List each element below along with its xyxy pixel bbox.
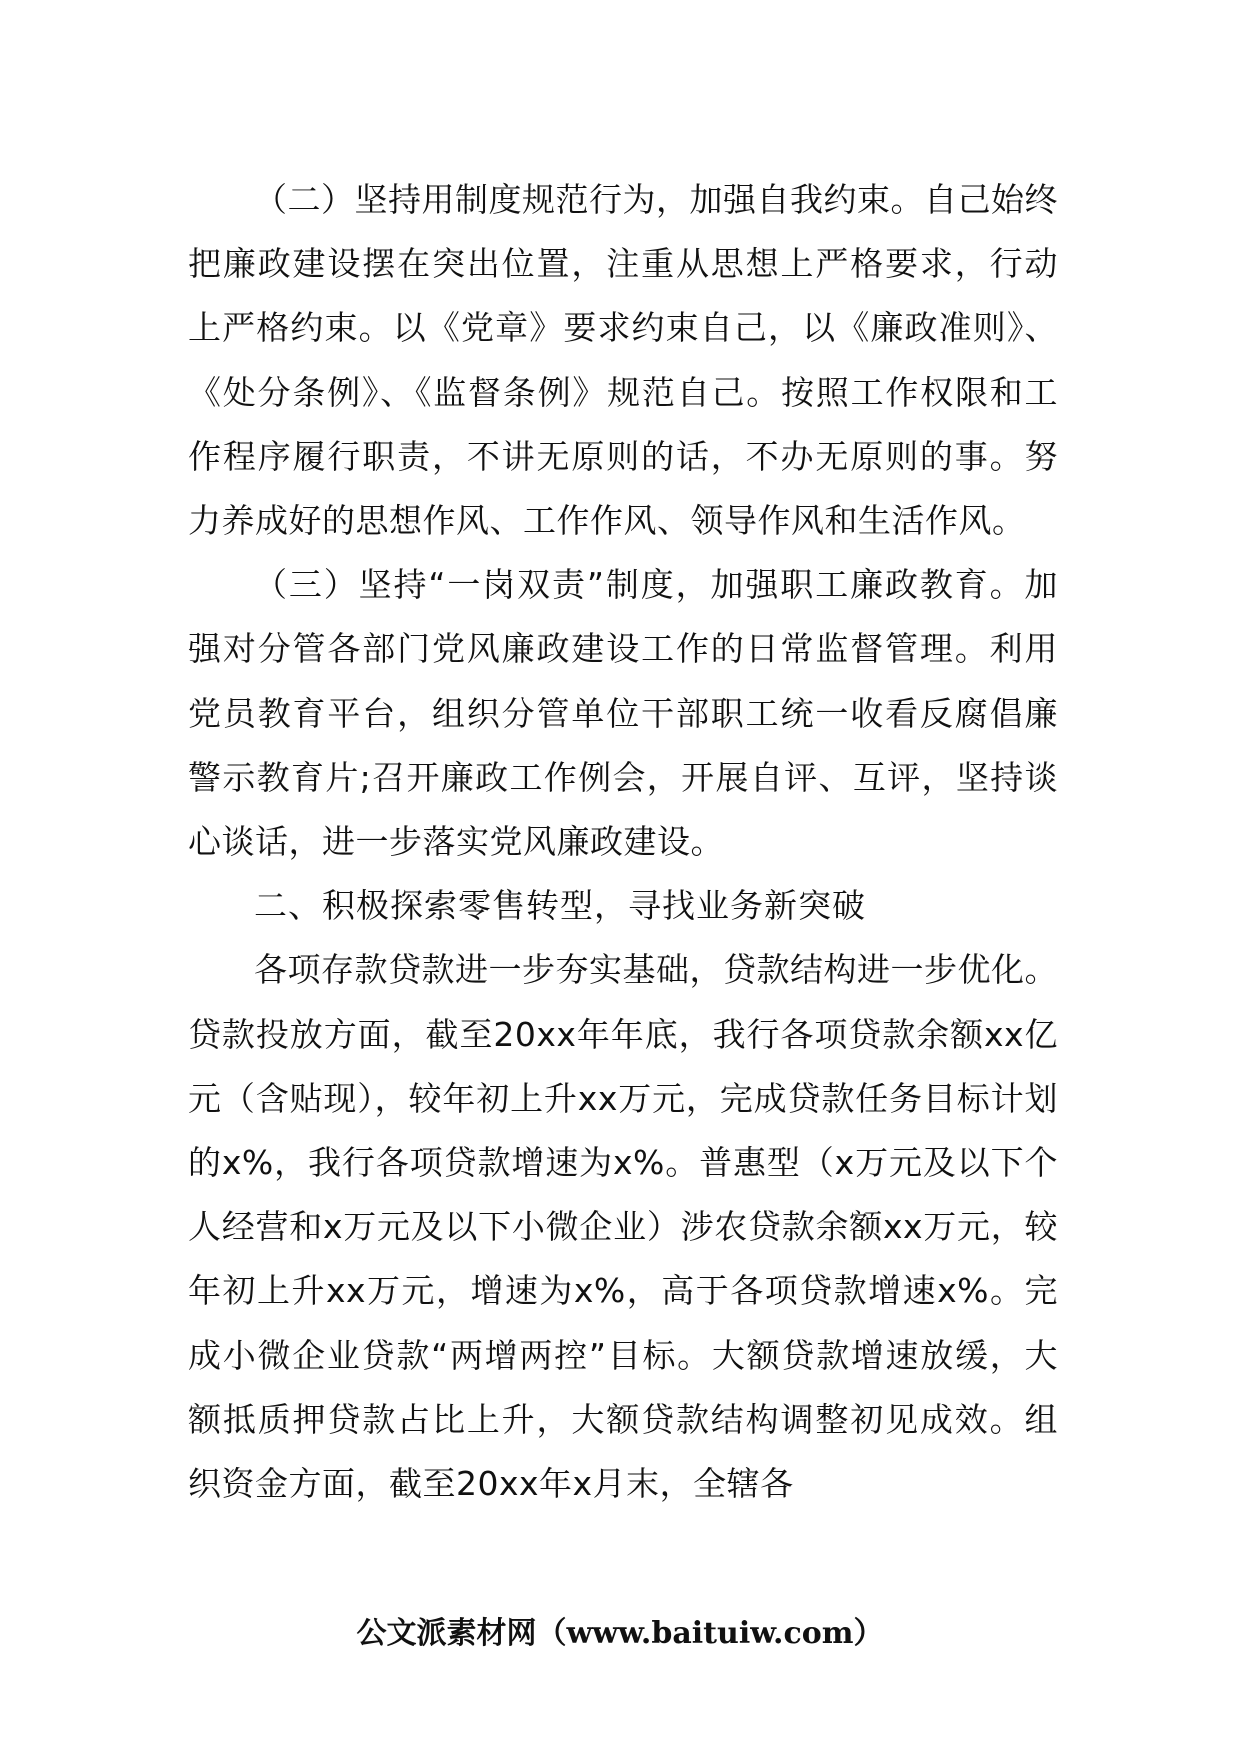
document-body [188,168,1058,1516]
paragraph-self-discipline: （二）坚持用制度规范行为，加强自我约束。自己始终把廉政建设摆在突出位置，注重从思想上严格要求，行动上严格约束。以《党章》要求约束自己，以《廉政准则》、《处分条例》、《监督条例》规范自己。按照工作权限和工作程序履行职责，不讲无原则的话，不办无原则的事。努力养成好的思想作风、工作作风、领导作风和生活作风。 [188,180,1058,541]
paragraph-staff-education: （三）坚持“一岗双责”制度，加强职工廉政教育。加强对分管各部门党风廉政建设工作的日常监督管理。利用党员教育平台，组织分管单位干部职工统一收看反腐倡廉警示教育片;召开廉政工作例会，开展自评、互评，坚持谈心谈话，进一步落实党风廉政建设。 [188,565,1058,862]
paragraph-deposits-loans: 各项存款贷款进一步夯实基础，贷款结构进一步优化。贷款投放方面，截至20xx年年底，我行各项贷款余额xx亿元（含贴现），较年初上升xx万元，完成贷款任务目标计划的x%，我行各项贷款增速为x%。普惠型（x万元及以下个人经营和x万元及以下小微企业）涉农贷款余额xx万元，较年初上升xx万元，增速为x%，高于各项贷款增速x%。完成小微企业贷款“两增两控”目标。大额贷款增速放缓，大额抵质押贷款占比上升，大额贷款结构调整初见成效。组织资金方面，截至20xx年x月末，全辖各 [188,950,1058,1504]
footer-watermark: 公文派素材网（www.baituiw.com） [356,1616,884,1651]
section-heading-retail: 二、积极探索零售转型，寻找业务新突破 [254,886,866,926]
